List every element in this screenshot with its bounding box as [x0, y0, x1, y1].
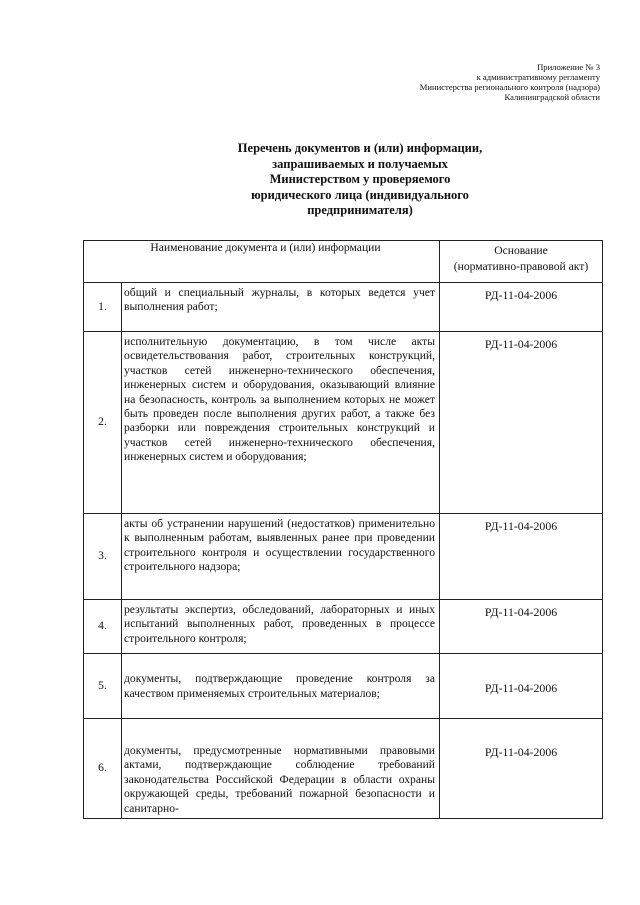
- row-number: 6.: [84, 719, 122, 819]
- row-document-text: результаты экспертиз, обследований, лабораторных и иных испытаний выполненных работ, проведенных в процессе строительного контроля;: [122, 600, 440, 654]
- annex-line: Калининградской области: [504, 92, 600, 102]
- row-document-text: документы, предусмотренные нормативными правовыми актами, подтверждающие соблюдение требований законодательства Российской Федерации в области охраны окружающей среды, требований пожарной безопасности и санитарно-: [122, 719, 440, 819]
- annex-line: Приложение № 3: [537, 62, 600, 72]
- row-basis: РД-11-04-2006: [440, 283, 603, 332]
- row-document-text: исполнительную документацию, в том числе акты освидетельствования работ, строительных конструкций, участков сетей инженерно-технического обеспечения, инженерных систем и оборудования, оказывающий влияние на безопасность, контроль за выполнением которых не может быть проведен после выполнения других работ, а также без разборки или повреждения строительных конструкций и участков сетей инженерно-технического обеспечения, инженерных систем и оборудования;: [122, 332, 440, 514]
- header-basis-line: (нормативно-правовой акт): [453, 260, 589, 273]
- annex-line: к административному регламенту: [476, 72, 600, 82]
- document-title: [215, 141, 505, 219]
- title-line: Министерством у проверяемого: [269, 172, 451, 186]
- row-document-text: документы, подтверждающие проведение контроля за качеством применяемых строительных материалов;: [122, 654, 440, 719]
- row-basis: РД-11-04-2006: [440, 600, 603, 654]
- table-header-row: [84, 241, 603, 283]
- title-line: Перечень документов и (или) информации,: [237, 141, 483, 155]
- header-basis-line: Основание: [494, 244, 548, 257]
- row-document-text: акты об устранении нарушений (недостатков) применительно к выполненным работам, выявленных ранее при проведении строительного контроля и осуществлении государственного строительного надзора;: [122, 514, 440, 600]
- row-document-text: общий и специальный журналы, в которых ведется учет выполнения работ;: [122, 283, 440, 332]
- title-line: запрашиваемых и получаемых: [272, 156, 448, 171]
- annex-line: Министерства регионального контроля (надзора): [419, 82, 600, 92]
- row-basis: РД-11-04-2006: [440, 654, 603, 719]
- row-basis: РД-11-04-2006: [440, 514, 603, 600]
- table-row: [84, 514, 603, 600]
- title-line: юридического лица (индивидуального: [251, 187, 469, 202]
- table-row: [84, 332, 603, 514]
- table-row: [84, 600, 603, 654]
- annex-reference: [360, 62, 600, 102]
- row-number: 4.: [84, 600, 122, 654]
- header-document-name: Наименование документа и (или) информации: [84, 241, 440, 283]
- table-row: [84, 283, 603, 332]
- table-row: [84, 719, 603, 819]
- row-basis: РД-11-04-2006: [440, 332, 603, 514]
- table-row: [84, 654, 603, 719]
- row-number: 5.: [84, 654, 122, 719]
- title-line: предпринимателя): [307, 203, 413, 217]
- header-basis: [440, 241, 603, 283]
- documents-table: [83, 240, 603, 819]
- row-number: 3.: [84, 514, 122, 600]
- row-number: 1.: [84, 283, 122, 332]
- row-number: 2.: [84, 332, 122, 514]
- row-basis: РД-11-04-2006: [440, 719, 603, 819]
